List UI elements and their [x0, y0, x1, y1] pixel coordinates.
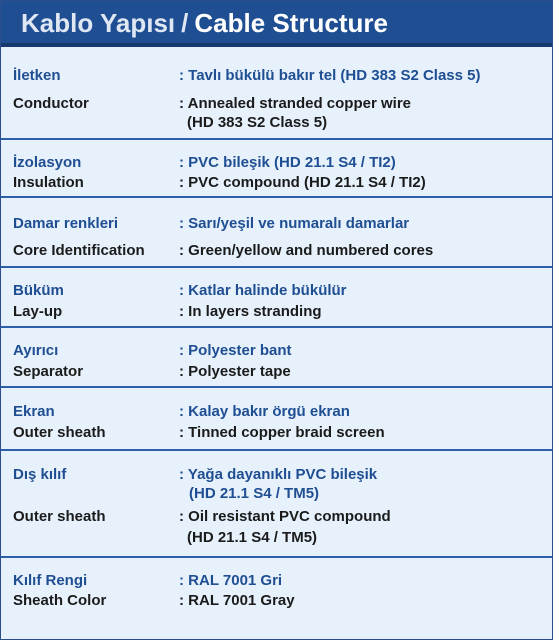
value-english: : Annealed stranded copper wire — [179, 95, 411, 112]
label-turkish: Damar renkleri — [13, 215, 119, 232]
value-turkish: : Tavlı bükülü bakır tel (HD 383 S2 Class 5) — [179, 67, 481, 84]
label-turkish: Büküm — [13, 282, 64, 299]
spec-row-lay-up — [1, 268, 552, 328]
label-english: Core Identification — [13, 242, 145, 259]
spec-table — [1, 52, 552, 623]
value-turkish: : Kalay bakır örgü ekran — [179, 403, 350, 420]
label-english: Separator — [13, 363, 84, 380]
label-turkish: İzolasyon — [13, 154, 82, 171]
spec-row-screen — [1, 388, 552, 451]
label-english: Outer sheath — [13, 424, 106, 441]
value-english-cont: (HD 383 S2 Class 5) — [187, 114, 328, 131]
spec-row-separator — [1, 328, 552, 388]
label-english: Sheath Color — [13, 592, 107, 609]
value-english: : PVC compound (HD 21.1 S4 / TI2) — [179, 174, 426, 191]
value-english: : Oil resistant PVC compound — [179, 508, 391, 525]
label-english: Outer sheath — [13, 508, 106, 525]
value-turkish: : Katlar halinde bükülür — [179, 282, 347, 299]
label-turkish: Ekran — [13, 403, 55, 420]
label-turkish: İletken — [13, 67, 61, 84]
value-turkish: : PVC bileşik (HD 21.1 S4 / TI2) — [179, 154, 396, 171]
spec-row-conductor — [1, 52, 552, 140]
value-english-cont: (HD 21.1 S4 / TM5) — [187, 529, 318, 546]
title-turkish: Kablo Yapısı — [21, 8, 176, 38]
spec-row-core-identification — [1, 198, 552, 268]
value-turkish: : Sarı/yeşil ve numaralı damarlar — [179, 215, 410, 232]
value-english: : RAL 7001 Gray — [179, 592, 295, 609]
value-turkish-cont: (HD 21.1 S4 / TM5) — [189, 485, 320, 502]
value-english: : In layers stranding — [179, 303, 322, 320]
spec-row-sheath-color — [1, 558, 552, 623]
value-turkish: : Polyester bant — [179, 342, 292, 359]
value-english: : Green/yellow and numbered cores — [179, 242, 434, 259]
label-turkish: Kılıf Rengi — [13, 572, 88, 589]
label-english: Lay-up — [13, 303, 63, 320]
value-english: : Polyester tape — [179, 363, 291, 380]
label-turkish: Ayırıcı — [13, 342, 59, 359]
spec-row-insulation — [1, 140, 552, 198]
spec-row-outer-sheath — [1, 451, 552, 558]
value-turkish: : RAL 7001 Gri — [179, 572, 283, 589]
title-english: Cable Structure — [194, 8, 388, 38]
label-english: Conductor — [13, 95, 89, 112]
title-separator: / — [181, 8, 189, 38]
label-english: Insulation — [13, 174, 84, 191]
value-turkish: : Yağa dayanıklı PVC bileşik — [179, 466, 378, 483]
page-title — [1, 1, 552, 47]
label-turkish: Dış kılıf — [13, 466, 67, 483]
value-english: : Tinned copper braid screen — [179, 424, 385, 441]
